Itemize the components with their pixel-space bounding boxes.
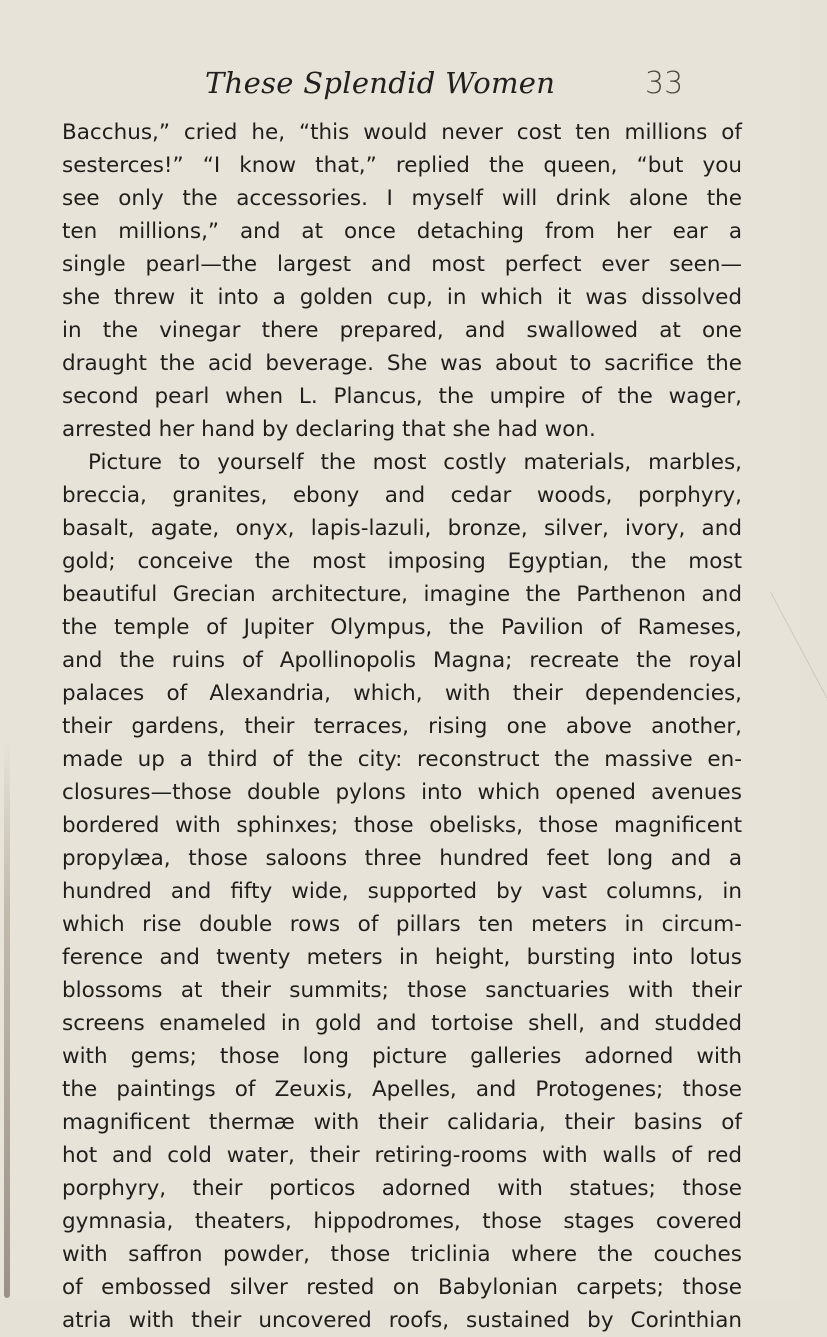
text-line: of embossed silver rested on Babylonian carpets; those xyxy=(62,1275,742,1300)
text-line: and the ruins of Apollinopolis Magna; recreate the royal xyxy=(62,648,742,673)
text-line: gold; conceive the most imposing Egyptian, the most xyxy=(62,549,742,574)
text-line: magnificent thermæ with their calidaria, their basins of xyxy=(62,1110,742,1135)
text-line: the temple of Jupiter Olympus, the Pavilion of Rameses, xyxy=(62,615,742,640)
text-line: with saffron powder, those triclinia where the couches xyxy=(62,1242,742,1267)
text-line: in the vinegar there prepared, and swallowed at one xyxy=(62,318,742,343)
text-line: sesterces!” “I know that,” replied the queen, “but you xyxy=(62,153,742,178)
text-line: propylæa, those saloons three hundred feet long and a xyxy=(62,846,742,871)
page-number: 33 xyxy=(645,66,684,101)
text-line: hot and cold water, their retiring-rooms with walls of red xyxy=(62,1143,742,1168)
text-line: see only the accessories. I myself will drink alone the xyxy=(62,186,742,211)
text-line: ference and twenty meters in height, bursting into lotus xyxy=(62,945,742,970)
text-line: ten millions,” and at once detaching from her ear a xyxy=(62,219,742,244)
text-line: atria with their uncovered roofs, sustained by Corinthian xyxy=(62,1308,742,1333)
text-line: blossoms at their summits; those sanctuaries with their xyxy=(62,978,742,1003)
text-line: the paintings of Zeuxis, Apelles, and Protogenes; those xyxy=(62,1077,742,1102)
paper-crease xyxy=(770,592,827,698)
text-line: beautiful Grecian architecture, imagine the Parthenon and xyxy=(62,582,742,607)
text-line: hundred and fifty wide, supported by vast columns, in xyxy=(62,879,742,904)
text-line: with gems; those long picture galleries adorned with xyxy=(62,1044,742,1069)
text-line: which rise double rows of pillars ten meters in circum- xyxy=(62,912,742,937)
text-line: closures—those double pylons into which opened avenues xyxy=(62,780,742,805)
text-line: arrested her hand by declaring that she had won. xyxy=(62,417,596,442)
text-line: made up a third of the city: reconstruct the massive en- xyxy=(62,747,742,772)
text-line: palaces of Alexandria, which, with their dependencies, xyxy=(62,681,742,706)
text-line: bordered with sphinxes; those obelisks, those magnificent xyxy=(62,813,742,838)
text-line: she threw it into a golden cup, in which it was dissolved xyxy=(62,285,742,310)
running-title: These Splendid Women xyxy=(205,66,556,100)
text-line: single pearl—the largest and most perfect ever seen— xyxy=(62,252,742,277)
text-line: their gardens, their terraces, rising one above another, xyxy=(62,714,742,739)
text-line: screens enameled in gold and tortoise shell, and studded xyxy=(62,1011,742,1036)
text-line: draught the acid beverage. She was about to sacrifice the xyxy=(62,351,742,376)
text-line: second pearl when L. Plancus, the umpire of the wager, xyxy=(62,384,742,409)
binding-edge-shadow xyxy=(4,740,10,1298)
text-line: basalt, agate, onyx, lapis-lazuli, bronze, silver, ivory, and xyxy=(62,516,742,541)
text-line: Bacchus,” cried he, “this would never cost ten millions of xyxy=(62,120,742,145)
text-line: breccia, granites, ebony and cedar woods, porphyry, xyxy=(62,483,742,508)
text-line: Picture to yourself the most costly materials, marbles, xyxy=(88,450,742,475)
text-line: gymnasia, theaters, hippodromes, those stages covered xyxy=(62,1209,742,1234)
text-line: porphyry, their porticos adorned with statues; those xyxy=(62,1176,742,1201)
running-head xyxy=(0,66,800,116)
